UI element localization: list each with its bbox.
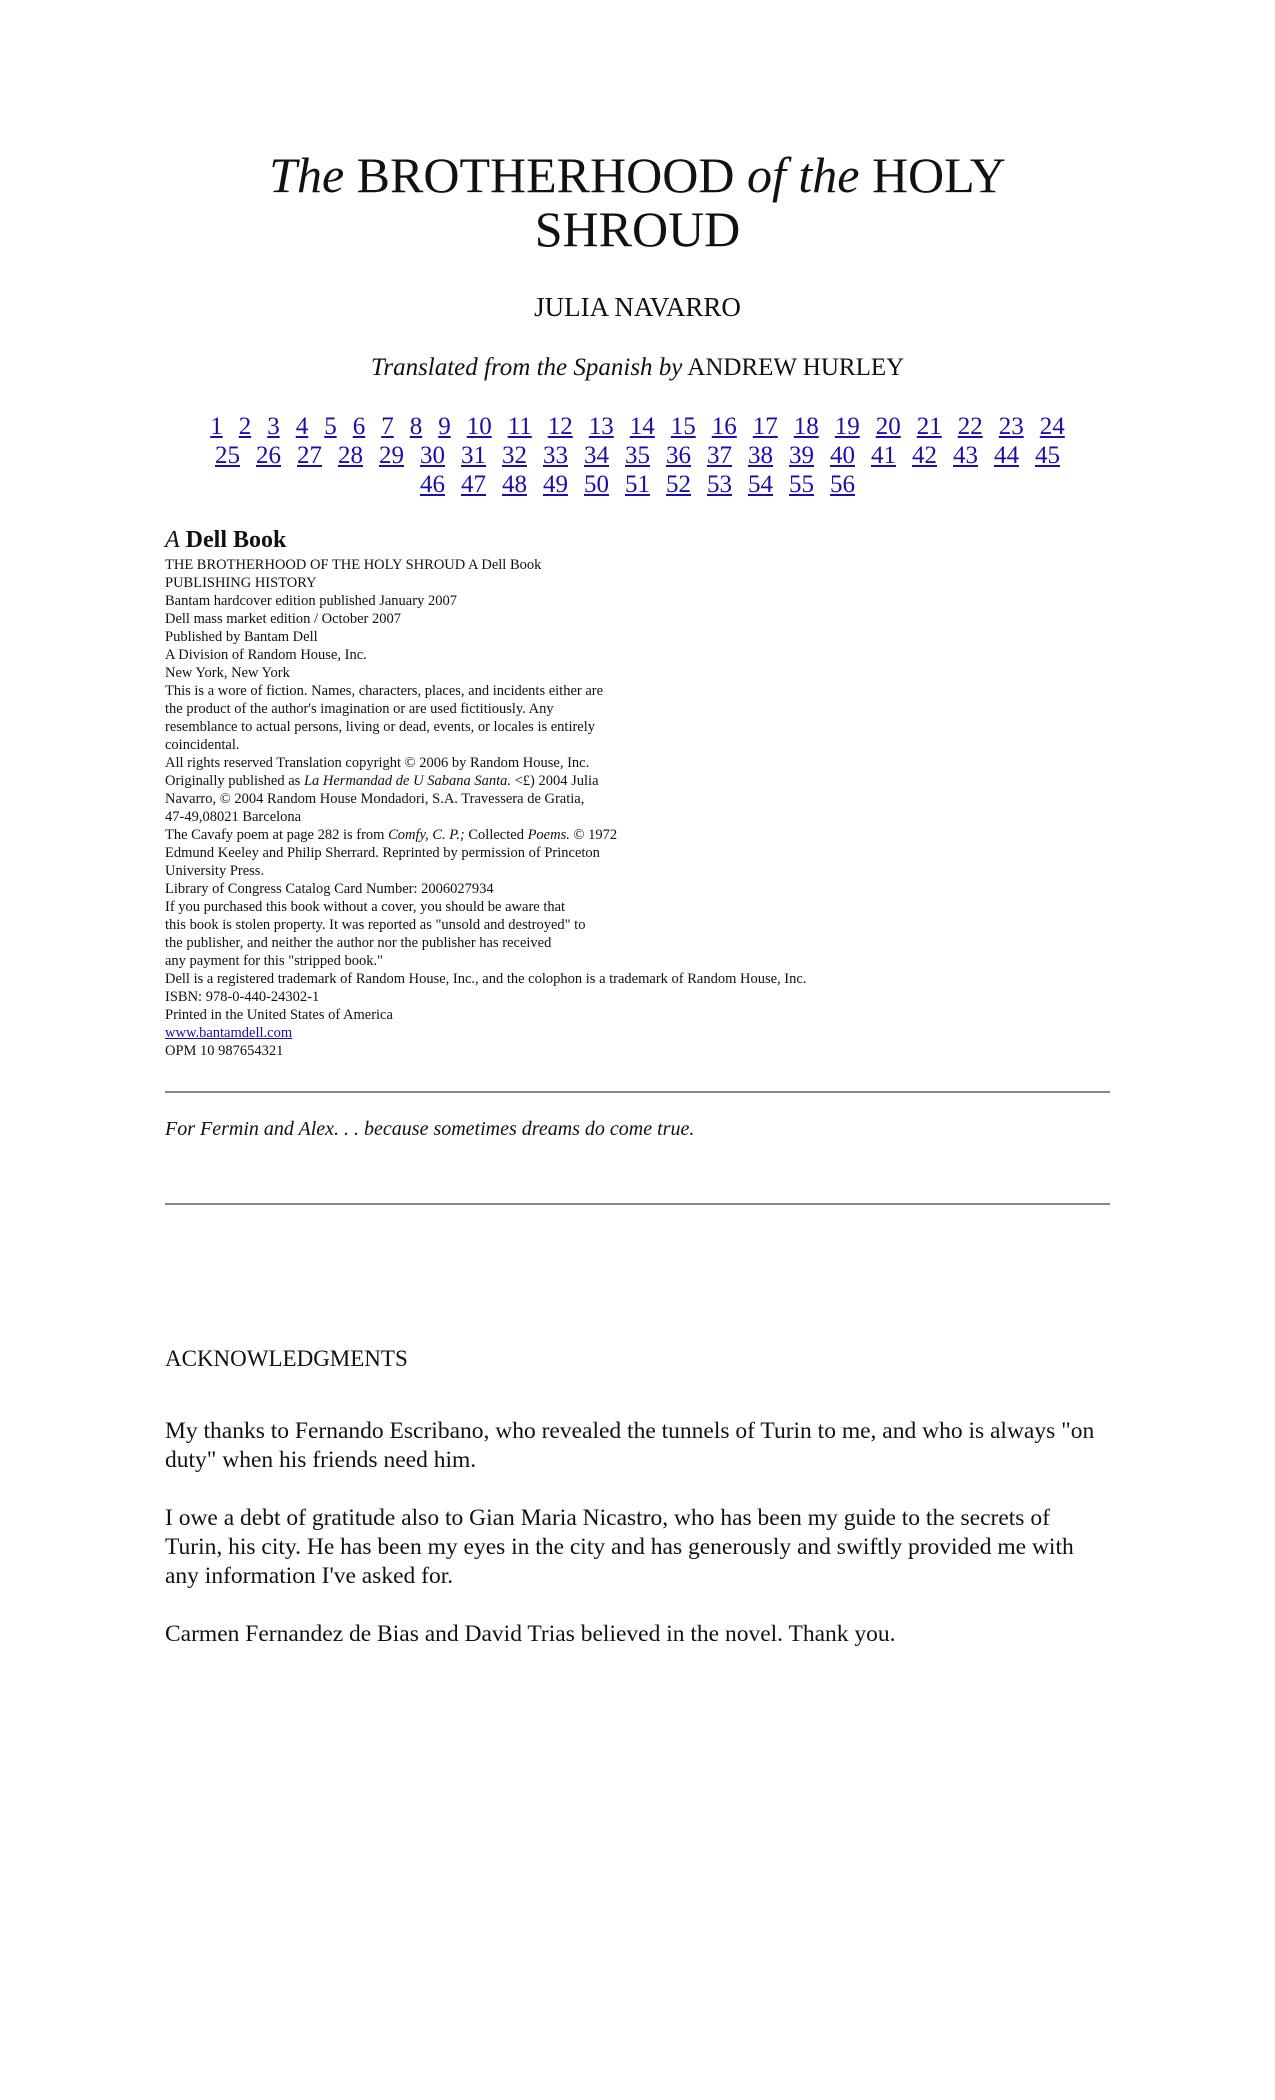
translator-prefix: Translated from the Spanish by: [370, 354, 683, 381]
title-the: The: [269, 147, 345, 203]
chapter-link[interactable]: 56: [830, 471, 855, 498]
chapter-link[interactable]: 16: [711, 413, 737, 440]
copyright-line: If you purchased this book without a cover, you should be aware that: [165, 899, 566, 915]
copyright-line: New York, New York: [165, 665, 290, 681]
copyright-line: the publisher, and neither the author nor the publisher has received: [165, 935, 552, 951]
copyright-line: any payment for this "stripped book.": [165, 953, 384, 969]
cavafy-suffix: © 1972: [569, 827, 618, 843]
chapter-link[interactable]: 30: [420, 442, 445, 469]
copyright-line: coincidental.: [165, 737, 240, 753]
copyright-lines-1: [165, 556, 1110, 772]
chapter-link[interactable]: 12: [547, 413, 573, 440]
chapter-link[interactable]: 51: [625, 471, 650, 498]
chapter-link[interactable]: 28: [338, 442, 363, 469]
copyright-lines-2: [165, 790, 1110, 826]
copyright-line: This is a wore of fiction. Names, characters, places, and incidents either are: [165, 683, 604, 699]
chapter-link[interactable]: 18: [793, 413, 819, 440]
chapter-link[interactable]: 38: [748, 442, 773, 469]
copyright-line: Bantam hardcover edition published January 2007: [165, 593, 457, 609]
copyright-line: Dell mass market edition / October 2007: [165, 611, 401, 627]
chapter-link[interactable]: 33: [543, 442, 568, 469]
book-title: [165, 148, 1110, 256]
chapter-link[interactable]: 47: [461, 471, 486, 498]
chapter-link[interactable]: 1: [210, 413, 223, 440]
copyright-line: Library of Congress Catalog Card Number: 2006027934: [165, 881, 494, 897]
chapter-link[interactable]: 52: [666, 471, 691, 498]
chapter-link[interactable]: 42: [912, 442, 937, 469]
orig-suffix: <£) 2004 Julia: [510, 773, 599, 789]
chapter-link[interactable]: 9: [438, 413, 451, 440]
chapter-link[interactable]: 21: [916, 413, 942, 440]
chapter-link[interactable]: 6: [352, 413, 366, 440]
chapter-links-row-3: [165, 470, 1110, 499]
translator-name: ANDREW HURLEY: [682, 354, 905, 381]
heading-dell-book: Dell Book: [179, 527, 287, 553]
chapter-link[interactable]: 19: [834, 413, 860, 440]
chapter-link[interactable]: 10: [466, 413, 492, 440]
chapter-links: [165, 412, 1110, 499]
chapter-link[interactable]: 34: [584, 442, 609, 469]
chapter-links-row-1: [165, 412, 1110, 441]
acknowledgments-heading: ACKNOWLEDGMENTS: [165, 1346, 408, 1371]
chapter-link[interactable]: 32: [502, 442, 527, 469]
title-brotherhood: BROTHERHOOD: [344, 147, 747, 203]
copyright-line: All rights reserved Translation copyright © 2006 by Random House, Inc.: [165, 755, 590, 771]
orig-title: La Hermandad de U Sabana Santa.: [303, 773, 511, 789]
copyright-line: PUBLISHING HISTORY: [165, 575, 317, 591]
cavafy-line: [165, 826, 1110, 844]
copyright-line: THE BROTHERHOOD OF THE HOLY SHROUD A Dell Book: [165, 557, 542, 573]
copyright-line: A Division of Random House, Inc.: [165, 647, 367, 663]
translator-credit: [165, 352, 1110, 384]
chapter-link[interactable]: 40: [830, 442, 855, 469]
title-of-the: of the: [746, 147, 860, 203]
cavafy-mid: Collected: [464, 827, 528, 843]
chapter-link[interactable]: 50: [584, 471, 609, 498]
chapter-link[interactable]: 20: [875, 413, 901, 440]
divider-top: [165, 1091, 1110, 1093]
copyright-line: Dell is a registered trademark of Random House, Inc., and the colophon is a trademark of Random House, Inc.: [165, 971, 807, 987]
cavafy-title: Comfy, C. P.;: [388, 827, 465, 843]
chapter-link[interactable]: 31: [461, 442, 486, 469]
copyright-line: the product of the author's imagination or are used fictitiously. Any: [165, 701, 554, 717]
chapter-link[interactable]: 24: [1039, 413, 1065, 440]
dell-book-heading: [165, 526, 1110, 554]
copyright-line: University Press.: [165, 863, 265, 879]
chapter-link[interactable]: 4: [295, 413, 309, 440]
chapter-link[interactable]: 29: [379, 442, 404, 469]
chapter-link[interactable]: 35: [625, 442, 650, 469]
chapter-link[interactable]: 49: [543, 471, 568, 498]
chapter-link[interactable]: 26: [256, 442, 281, 469]
author-name: JULIA NAVARRO: [534, 292, 741, 322]
website-link[interactable]: www.bantamdell.com: [165, 1025, 293, 1041]
copyright-line: Published by Bantam Dell: [165, 629, 318, 645]
copyright-line: Navarro, © 2004 Random House Mondadori, S.A. Travessera de Gratia,: [165, 791, 585, 807]
cavafy-poems: Poems.: [527, 827, 570, 843]
chapter-link[interactable]: 54: [748, 471, 773, 498]
copyright-lines-3: [165, 844, 1110, 1024]
chapter-links-row-2: [165, 441, 1110, 470]
title-holy: HOLY: [859, 147, 1006, 203]
chapter-link[interactable]: 25: [215, 442, 240, 469]
chapter-link[interactable]: 39: [789, 442, 814, 469]
chapter-link[interactable]: 53: [707, 471, 732, 498]
heading-a: A: [165, 527, 180, 553]
copyright-line: Printed in the United States of America: [165, 1007, 393, 1023]
chapter-link[interactable]: 2: [238, 413, 252, 440]
chapter-link[interactable]: 46: [420, 471, 445, 498]
chapter-link[interactable]: 11: [507, 413, 532, 440]
chapter-link[interactable]: 5: [324, 413, 337, 440]
chapter-link[interactable]: 23: [998, 413, 1024, 440]
chapter-link[interactable]: 55: [789, 471, 814, 498]
chapter-link[interactable]: 7: [381, 413, 394, 440]
chapter-link[interactable]: 41: [871, 442, 896, 469]
chapter-link[interactable]: 45: [1035, 442, 1060, 469]
chapter-link[interactable]: 17: [752, 413, 778, 440]
chapter-link[interactable]: 48: [502, 471, 527, 498]
chapter-link[interactable]: 36: [666, 442, 691, 469]
copyright-line: Edmund Keeley and Philip Sherrard. Reprinted by permission of Princeton: [165, 845, 600, 861]
copyright-block: [165, 556, 1110, 1060]
opm-line: OPM 10 987654321: [165, 1043, 284, 1059]
cavafy-prefix: The Cavafy poem at page 282 is from: [165, 827, 389, 843]
copyright-line: ISBN: 978-0-440-24302-1: [165, 989, 320, 1005]
copyright-line: resemblance to actual persons, living or dead, events, or locales is entirely: [165, 719, 596, 735]
acknowledgment-paragraph-1: My thanks to Fernando Escribano, who revealed the tunnels of Turin to me, and who is always "on duty" when his friends need him.: [165, 1418, 1095, 1473]
chapter-link[interactable]: 37: [707, 442, 732, 469]
chapter-link[interactable]: 8: [409, 413, 423, 440]
dedication: For Fermin and Alex. . . because sometimes dreams do come true.: [165, 1118, 695, 1140]
chapter-link[interactable]: 3: [267, 413, 280, 440]
chapter-link[interactable]: 22: [957, 413, 983, 440]
chapter-link[interactable]: 27: [297, 442, 322, 469]
publisher-section: [165, 526, 1110, 1060]
chapter-link[interactable]: 43: [953, 442, 978, 469]
acknowledgment-paragraph-2: I owe a debt of gratitude also to Gian Maria Nicastro, who has been my guide to the secrets of Turin, his city. He has been my eyes in the city and has generously and swiftly provided me with any information I've asked for.: [165, 1505, 1074, 1589]
copyright-line: this book is stolen property. It was reported as "unsold and destroyed" to: [165, 917, 586, 933]
divider-bottom: [165, 1203, 1110, 1205]
chapter-link[interactable]: 15: [670, 413, 696, 440]
chapter-link[interactable]: 44: [994, 442, 1019, 469]
title-shroud: SHROUD: [534, 201, 741, 257]
chapter-link[interactable]: 13: [588, 413, 614, 440]
chapter-link[interactable]: 14: [629, 413, 655, 440]
orig-prefix: Originally published as: [165, 773, 304, 789]
copyright-line: 47-49,08021 Barcelona: [165, 809, 302, 825]
original-publication-line: [165, 772, 1110, 790]
acknowledgment-paragraph-3: Carmen Fernandez de Bias and David Trias believed in the novel. Thank you.: [165, 1621, 896, 1647]
